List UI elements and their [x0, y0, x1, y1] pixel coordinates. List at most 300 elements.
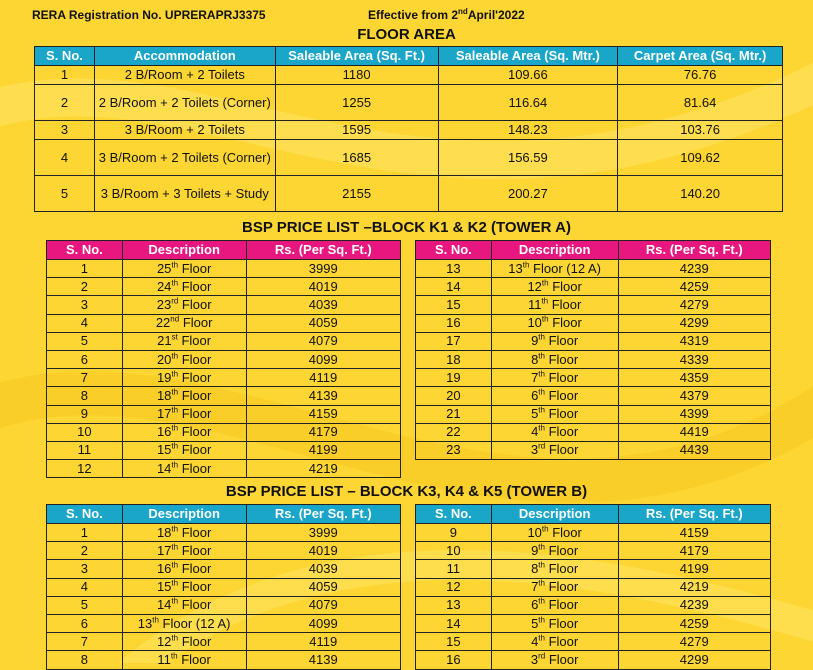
floor-number: 13 [508, 260, 523, 276]
floor-description-cell [491, 614, 618, 632]
price-cell: 4019 [246, 542, 400, 560]
serial-cell: 5 [47, 596, 123, 614]
serial-cell: 13 [416, 260, 492, 278]
floor-number: 11 [527, 296, 542, 312]
price-cell: 4019 [246, 278, 400, 296]
floor-label: Floor [548, 296, 582, 312]
serial-cell: 7 [47, 369, 123, 387]
column-header: Rs. (Per Sq. Ft.) [246, 505, 400, 524]
floor-description-cell [491, 542, 618, 560]
tower-a-price-table-left [46, 240, 401, 478]
price-cell: 4379 [618, 387, 770, 405]
table-row [416, 441, 771, 459]
tower-b-price-table-left [46, 504, 401, 670]
table-cell: 103.76 [618, 121, 783, 140]
floor-ordinal-suffix: th [171, 542, 179, 552]
price-cell: 4059 [246, 578, 400, 596]
serial-cell: 1 [47, 524, 123, 542]
floor-number: 16 [156, 560, 172, 576]
column-header: S. No. [47, 241, 123, 260]
floor-description-cell [491, 405, 618, 423]
price-cell: 4199 [618, 560, 770, 578]
floor-ordinal-suffix: th [538, 597, 545, 607]
serial-cell: 8 [47, 387, 123, 405]
price-cell: 4319 [618, 332, 770, 350]
floor-ordinal-suffix: th [538, 560, 545, 570]
table-row [47, 578, 401, 596]
floor-description-cell [122, 387, 246, 405]
column-header: S. No. [416, 241, 492, 260]
floor-description-cell [491, 296, 618, 314]
floor-number: 23 [156, 296, 172, 312]
serial-cell: 10 [47, 423, 123, 441]
serial-cell: 12 [416, 578, 492, 596]
floor-label: Floor [178, 351, 212, 367]
table-row [47, 278, 401, 296]
floor-description-cell [122, 651, 246, 669]
floor-label: Floor [178, 560, 212, 576]
floor-ordinal-suffix: th [171, 560, 179, 570]
column-header: S. No. [35, 47, 95, 66]
price-cell: 4139 [246, 651, 400, 669]
floor-number: 11 [157, 651, 171, 667]
floor-description-cell [122, 369, 246, 387]
floor-ordinal-suffix: th [538, 615, 545, 625]
floor-label: Floor [178, 524, 212, 540]
column-header: Accommodation [94, 47, 275, 66]
tower-a-title: BSP PRICE LIST –BLOCK K1 & K2 (TOWER A) [242, 219, 571, 236]
floor-description-cell [122, 542, 246, 560]
floor-number: 22 [155, 315, 171, 331]
serial-cell: 1 [47, 260, 123, 278]
floor-label: Floor [178, 460, 212, 476]
serial-cell: 5 [47, 332, 123, 350]
floor-label: Floor [544, 406, 579, 422]
floor-ordinal-suffix: th [541, 314, 549, 324]
floor-description-cell [122, 441, 246, 459]
table-row [416, 260, 771, 278]
floor-ordinal-suffix: th [171, 387, 179, 397]
serial-cell: 2 [47, 542, 123, 560]
floor-label: Floor [545, 651, 579, 667]
table-row [416, 405, 771, 423]
price-cell: 4119 [246, 633, 400, 651]
table-row [47, 614, 401, 632]
table-row [416, 369, 771, 387]
floor-number: 10 [527, 315, 542, 331]
price-cell: 4359 [618, 369, 770, 387]
floor-label: Floor [178, 278, 212, 294]
table-row [416, 596, 771, 614]
floor-ordinal-suffix: th [538, 423, 545, 433]
floor-ordinal-suffix: th [171, 460, 179, 470]
serial-cell: 13 [416, 596, 492, 614]
serial-cell: 15 [416, 633, 492, 651]
price-cell: 4079 [246, 596, 400, 614]
serial-cell: 11 [47, 441, 123, 459]
floor-label: Floor [544, 351, 579, 367]
table-row [47, 441, 401, 459]
floor-number: 6 [531, 387, 539, 403]
floor-description-cell [122, 578, 246, 596]
table-cell: 3 B/Room + 2 Toilets (Corner) [94, 140, 275, 176]
floor-description-cell [491, 332, 618, 350]
floor-label: Floor [178, 424, 212, 440]
floor-label: Floor [178, 260, 212, 276]
price-cell: 4239 [618, 260, 770, 278]
floor-ordinal-suffix: th [171, 597, 179, 607]
floor-ordinal-suffix: th [171, 278, 179, 288]
price-cell: 4179 [246, 423, 400, 441]
floor-description-cell [491, 369, 618, 387]
column-header: Saleable Area (Sq. Mtr.) [438, 47, 618, 66]
table-row [35, 140, 783, 176]
floor-description-cell [491, 260, 618, 278]
floor-number: 6 [531, 597, 539, 613]
floor-label: Floor [178, 597, 212, 613]
floor-description-cell [122, 314, 246, 332]
serial-cell: 17 [416, 332, 492, 350]
price-cell: 4299 [618, 651, 770, 669]
serial-cell: 3 [47, 296, 123, 314]
floor-label: Floor [179, 315, 213, 331]
floor-number: 7 [531, 369, 539, 385]
table-row [47, 460, 401, 478]
price-cell: 4159 [246, 405, 400, 423]
table-cell: 1595 [275, 121, 438, 140]
floor-label: Floor [548, 524, 582, 540]
serial-cell: 7 [47, 633, 123, 651]
price-cell: 4139 [246, 387, 400, 405]
floor-ordinal-suffix: th [538, 578, 545, 588]
floor-ordinal-suffix: nd [170, 314, 180, 324]
column-header: Rs. (Per Sq. Ft.) [246, 241, 400, 260]
floor-ordinal-suffix: th [171, 405, 179, 415]
floor-label: Floor [548, 315, 582, 331]
floor-number: 14 [156, 460, 172, 476]
table-cell: 1255 [275, 85, 438, 121]
serial-cell: 6 [47, 614, 123, 632]
floor-number: 3 [530, 651, 539, 667]
price-cell: 3999 [246, 260, 400, 278]
table-row [416, 296, 771, 314]
table-row [47, 332, 401, 350]
floor-label: Floor [544, 633, 579, 649]
floor-label: Floor [178, 542, 212, 558]
floor-label: Floor [544, 597, 579, 613]
floor-number: 5 [531, 615, 539, 631]
floor-ordinal-suffix: th [541, 278, 549, 288]
serial-cell: 15 [416, 296, 492, 314]
table-cell: 116.64 [438, 85, 618, 121]
table-cell: 109.66 [438, 66, 618, 85]
table-row [47, 542, 401, 560]
tower-a-price-table-right [415, 240, 771, 460]
table-row [47, 387, 401, 405]
price-cell: 4219 [246, 460, 400, 478]
serial-cell: 20 [416, 387, 492, 405]
table-row [416, 314, 771, 332]
floor-number: 9 [531, 333, 539, 349]
floor-label: Floor [548, 278, 582, 294]
table-row [416, 542, 771, 560]
column-header: Rs. (Per Sq. Ft.) [618, 241, 770, 260]
floor-number: 18 [156, 524, 172, 540]
floor-number: 14 [156, 597, 172, 613]
serial-cell: 16 [416, 314, 492, 332]
table-row [416, 614, 771, 632]
effective-date: Effective from 2ndApril'2022 [368, 7, 525, 22]
floor-label: Floor [177, 333, 212, 349]
table-cell: 3 B/Room + 3 Toilets + Study [94, 176, 275, 212]
serial-cell: 14 [416, 278, 492, 296]
table-row [47, 405, 401, 423]
floor-description-cell [122, 524, 246, 542]
table-cell: 156.59 [438, 140, 618, 176]
floor-ordinal-suffix: th [171, 442, 179, 452]
floor-number: 20 [156, 351, 172, 367]
floor-number: 4 [531, 633, 539, 649]
floor-number: 13 [137, 615, 153, 631]
price-cell: 4439 [618, 441, 770, 459]
floor-ordinal-suffix: th [170, 651, 178, 661]
table-row [47, 560, 401, 578]
serial-cell: 21 [416, 405, 492, 423]
floor-description-cell [122, 614, 246, 632]
table-row [47, 633, 401, 651]
floor-ordinal-suffix: th [522, 260, 530, 270]
serial-cell: 4 [47, 314, 123, 332]
table-cell: 1685 [275, 140, 438, 176]
floor-label: Floor [544, 369, 579, 385]
table-cell: 200.27 [438, 176, 618, 212]
floor-label: Floor [178, 369, 212, 385]
floor-ordinal-suffix: th [538, 351, 545, 361]
price-cell: 4239 [618, 596, 770, 614]
floor-ordinal-suffix: th [538, 405, 545, 415]
floor-number: 10 [527, 524, 542, 540]
price-cell: 4259 [618, 614, 770, 632]
floor-ordinal-suffix: th [538, 369, 545, 379]
serial-cell: 22 [416, 423, 492, 441]
table-row [416, 524, 771, 542]
price-cell: 4199 [246, 441, 400, 459]
table-row [47, 596, 401, 614]
floor-description-cell [122, 260, 246, 278]
floor-description-cell [491, 350, 618, 368]
price-cell: 3999 [246, 524, 400, 542]
rera-registration: RERA Registration No. UPRERAPRJ3375 [32, 8, 266, 22]
table-row [416, 633, 771, 651]
table-row [416, 387, 771, 405]
table-row [416, 278, 771, 296]
floor-number: 17 [156, 406, 172, 422]
serial-cell: 3 [47, 560, 123, 578]
table-cell: 1 [35, 66, 95, 85]
floor-number: 24 [156, 278, 172, 294]
floor-description-cell [491, 560, 618, 578]
price-cell: 4079 [246, 332, 400, 350]
table-cell: 3 [35, 121, 95, 140]
floor-ordinal-suffix: th [171, 524, 179, 534]
price-cell: 4039 [246, 296, 400, 314]
floor-description-cell [122, 332, 246, 350]
floor-ordinal-suffix: th [171, 260, 179, 270]
serial-cell: 16 [416, 651, 492, 669]
floor-description-cell [122, 560, 246, 578]
floor-ordinal-suffix: th [538, 333, 545, 343]
floor-label: Floor [178, 633, 212, 649]
price-cell: 4159 [618, 524, 770, 542]
floor-label: Floor [545, 442, 579, 458]
table-cell: 148.23 [438, 121, 618, 140]
floor-number: 3 [530, 442, 539, 458]
serial-cell: 14 [416, 614, 492, 632]
floor-ordinal-suffix: rd [538, 651, 546, 661]
floor-label: Floor (12 A) [158, 615, 231, 631]
table-cell: 5 [35, 176, 95, 212]
floor-description-cell [491, 578, 618, 596]
floor-number: 9 [531, 542, 539, 558]
floor-number: 15 [156, 579, 172, 595]
floor-area-table [34, 46, 783, 212]
floor-number: 18 [156, 387, 172, 403]
serial-cell: 18 [416, 350, 492, 368]
floor-ordinal-suffix: th [171, 633, 179, 643]
column-header: Description [122, 241, 246, 260]
floor-ordinal-suffix: th [541, 524, 549, 534]
serial-cell: 6 [47, 350, 123, 368]
floor-description-cell [491, 314, 618, 332]
floor-ordinal-suffix: rd [538, 442, 546, 452]
floor-label: Floor [544, 424, 579, 440]
floor-ordinal-suffix: th [171, 351, 179, 361]
floor-number: 12 [156, 633, 172, 649]
floor-label: Floor [178, 296, 212, 312]
table-row [47, 296, 401, 314]
table-row [35, 66, 783, 85]
floor-label: Floor (12 A) [529, 260, 601, 276]
floor-label: Floor [178, 579, 212, 595]
floor-description-cell [491, 651, 618, 669]
column-header: Carpet Area (Sq. Mtr.) [618, 47, 783, 66]
table-row [35, 176, 783, 212]
floor-number: 4 [531, 424, 539, 440]
floor-description-cell [122, 423, 246, 441]
floor-number: 21 [157, 333, 172, 349]
floor-ordinal-suffix: th [171, 369, 179, 379]
price-cell: 4299 [618, 314, 770, 332]
floor-description-cell [122, 296, 246, 314]
floor-number: 19 [156, 369, 172, 385]
table-row [47, 350, 401, 368]
floor-ordinal-suffix: th [538, 633, 545, 643]
table-row [47, 524, 401, 542]
price-cell: 4279 [618, 296, 770, 314]
price-cell: 4419 [618, 423, 770, 441]
column-header: S. No. [47, 505, 123, 524]
floor-area-title: FLOOR AREA [357, 26, 456, 43]
table-row [47, 260, 401, 278]
floor-label: Floor [544, 333, 579, 349]
table-row [35, 85, 783, 121]
floor-label: Floor [544, 387, 579, 403]
table-row [47, 369, 401, 387]
floor-description-cell [491, 596, 618, 614]
serial-cell: 19 [416, 369, 492, 387]
floor-label: Floor [178, 406, 212, 422]
serial-cell: 23 [416, 441, 492, 459]
floor-ordinal-suffix: th [538, 387, 545, 397]
serial-cell: 10 [416, 542, 492, 560]
table-cell: 2155 [275, 176, 438, 212]
tower-b-price-table-right [415, 504, 771, 670]
floor-label: Floor [544, 615, 579, 631]
floor-description-cell [122, 460, 246, 478]
floor-description-cell [122, 350, 246, 368]
price-cell: 4179 [618, 542, 770, 560]
floor-description-cell [491, 633, 618, 651]
table-row [416, 332, 771, 350]
floor-description-cell [491, 441, 618, 459]
floor-number: 25 [156, 260, 172, 276]
floor-ordinal-suffix: th [538, 542, 545, 552]
table-row [47, 314, 401, 332]
floor-label: Floor [544, 560, 579, 576]
table-cell: 4 [35, 140, 95, 176]
column-header: Rs. (Per Sq. Ft.) [618, 505, 770, 524]
floor-label: Floor [544, 579, 579, 595]
table-row [416, 578, 771, 596]
floor-label: Floor [177, 651, 211, 667]
floor-description-cell [491, 524, 618, 542]
column-header: Saleable Area (Sq. Ft.) [275, 47, 438, 66]
column-header: Description [491, 505, 618, 524]
floor-description-cell [122, 633, 246, 651]
table-cell: 2 B/Room + 2 Toilets (Corner) [94, 85, 275, 121]
table-row [416, 651, 771, 669]
table-cell: 140.20 [618, 176, 783, 212]
price-cell: 4099 [246, 350, 400, 368]
column-header: Description [122, 505, 246, 524]
price-cell: 4119 [246, 369, 400, 387]
floor-label: Floor [178, 387, 212, 403]
table-row [416, 350, 771, 368]
floor-description-cell [122, 405, 246, 423]
table-row [416, 560, 771, 578]
floor-description-cell [491, 387, 618, 405]
column-header: S. No. [416, 505, 492, 524]
floor-description-cell [122, 278, 246, 296]
floor-ordinal-suffix: rd [171, 296, 179, 306]
price-cell: 4279 [618, 633, 770, 651]
serial-cell: 11 [416, 560, 492, 578]
floor-description-cell [491, 423, 618, 441]
floor-number: 8 [531, 560, 539, 576]
table-cell: 76.76 [618, 66, 783, 85]
price-cell: 4099 [246, 614, 400, 632]
table-cell: 3 B/Room + 2 Toilets [94, 121, 275, 140]
serial-cell: 2 [47, 278, 123, 296]
table-cell: 2 B/Room + 2 Toilets [94, 66, 275, 85]
floor-ordinal-suffix: th [152, 615, 159, 625]
table-cell: 109.62 [618, 140, 783, 176]
serial-cell: 8 [47, 651, 123, 669]
floor-description-cell [122, 596, 246, 614]
serial-cell: 9 [416, 524, 492, 542]
floor-label: Floor [178, 442, 212, 458]
price-cell: 4339 [618, 350, 770, 368]
